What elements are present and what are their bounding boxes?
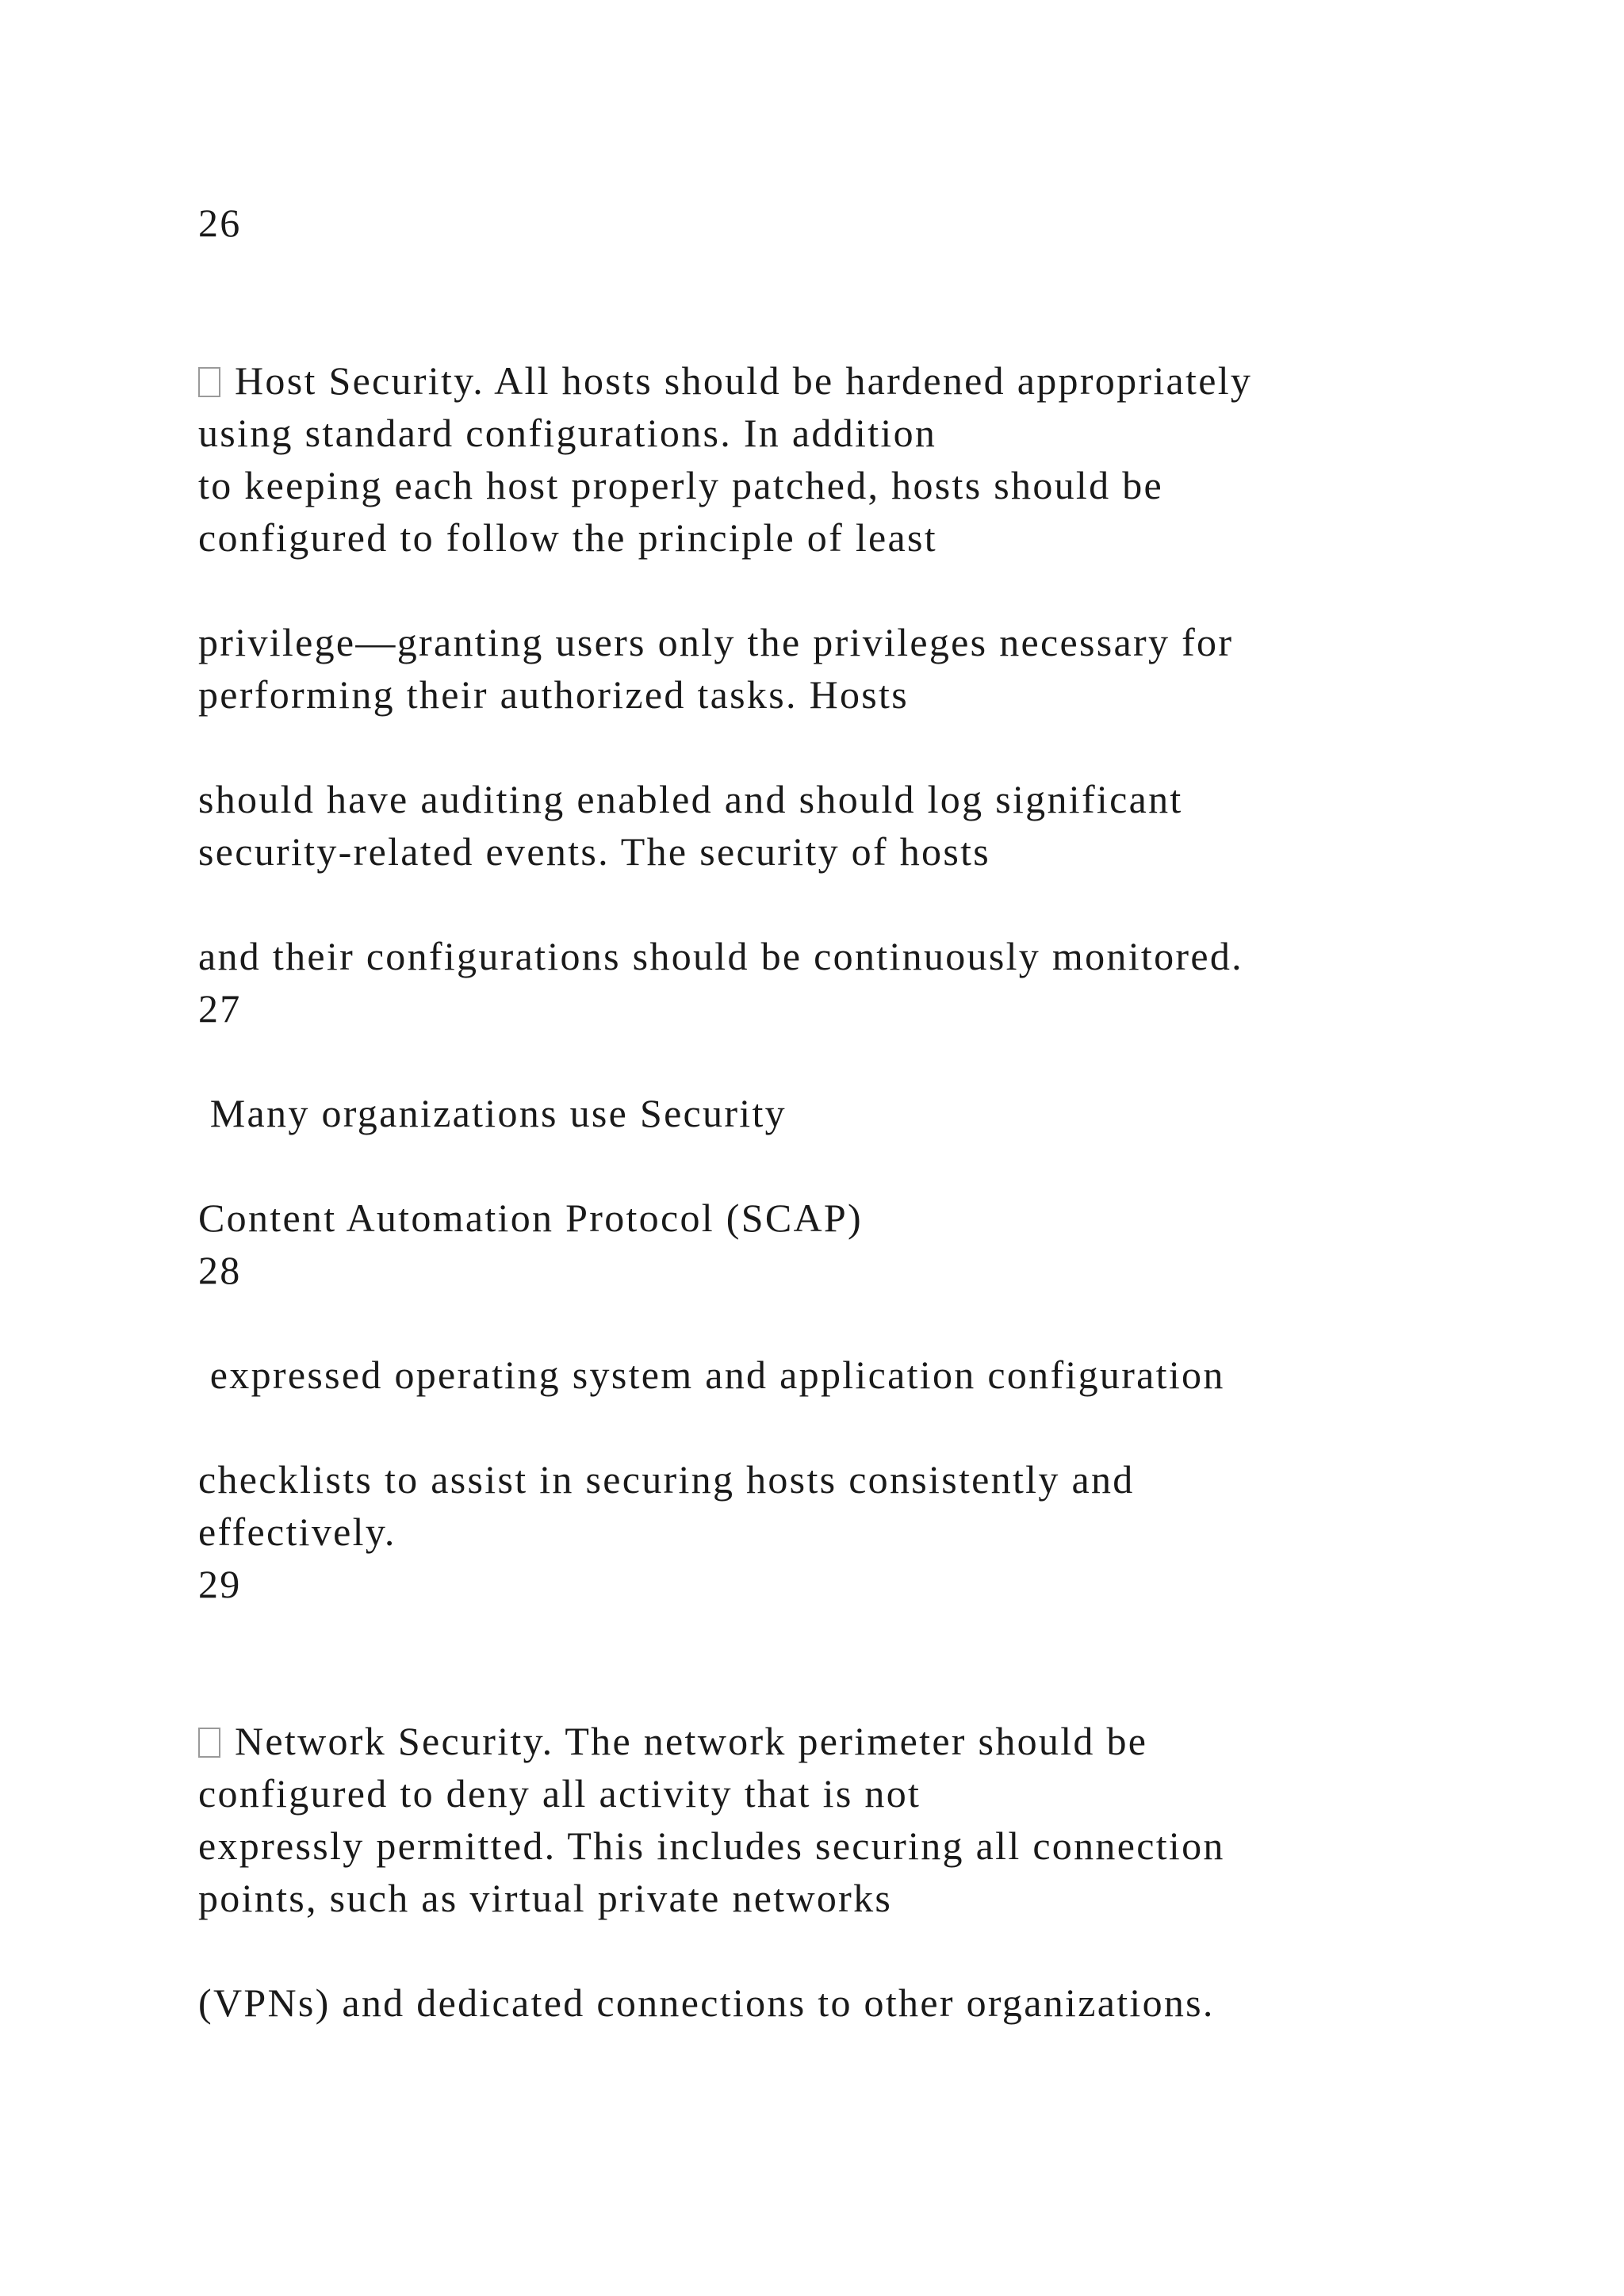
- host-security-line-4: configured to follow the principle of least: [198, 515, 937, 560]
- footnote-27: 27: [198, 986, 242, 1031]
- bullet-box-icon: [198, 1728, 220, 1758]
- bullet-box-icon: [198, 367, 220, 397]
- network-security-line-1: [198, 1715, 1147, 1767]
- scap-line-1: Many organizations use Security: [198, 1091, 787, 1135]
- network-security-text-1: Network Security. The network perimeter should be: [235, 1719, 1148, 1763]
- host-security-line-3: to keeping each host properly patched, hosts should be: [198, 463, 1163, 507]
- page-number: 26: [198, 201, 242, 245]
- checklists-line-2: checklists to assist in securing hosts consistently and: [198, 1457, 1135, 1502]
- network-security-line-3: expressly permitted. This includes securing all connection: [198, 1823, 1225, 1868]
- footnote-29: 29: [198, 1562, 242, 1606]
- host-security-line-9: and their configurations should be continuously monitored.: [198, 934, 1243, 978]
- checklists-line-1: expressed operating system and application configuration: [198, 1353, 1225, 1397]
- host-security-line-6: performing their authorized tasks. Hosts: [198, 672, 909, 717]
- network-security-line-4: points, such as virtual private networks: [198, 1876, 893, 1920]
- network-security-line-2: configured to deny all activity that is not: [198, 1771, 921, 1816]
- host-security-line-7: should have auditing enabled and should log significant: [198, 777, 1183, 821]
- footnote-28: 28: [198, 1248, 242, 1292]
- host-security-line-1: [198, 354, 1252, 407]
- host-security-line-2: using standard configurations. In addition: [198, 411, 937, 455]
- scap-line-2: Content Automation Protocol (SCAP): [198, 1196, 863, 1240]
- checklists-line-3: effectively.: [198, 1510, 396, 1554]
- host-security-text-1: Host Security. All hosts should be hardened appropriately: [235, 358, 1253, 403]
- host-security-line-8: security-related events. The security of hosts: [198, 829, 991, 874]
- host-security-line-5: privilege—granting users only the privileges necessary for: [198, 620, 1234, 664]
- network-security-line-5: (VPNs) and dedicated connections to other organizations.: [198, 1980, 1215, 2025]
